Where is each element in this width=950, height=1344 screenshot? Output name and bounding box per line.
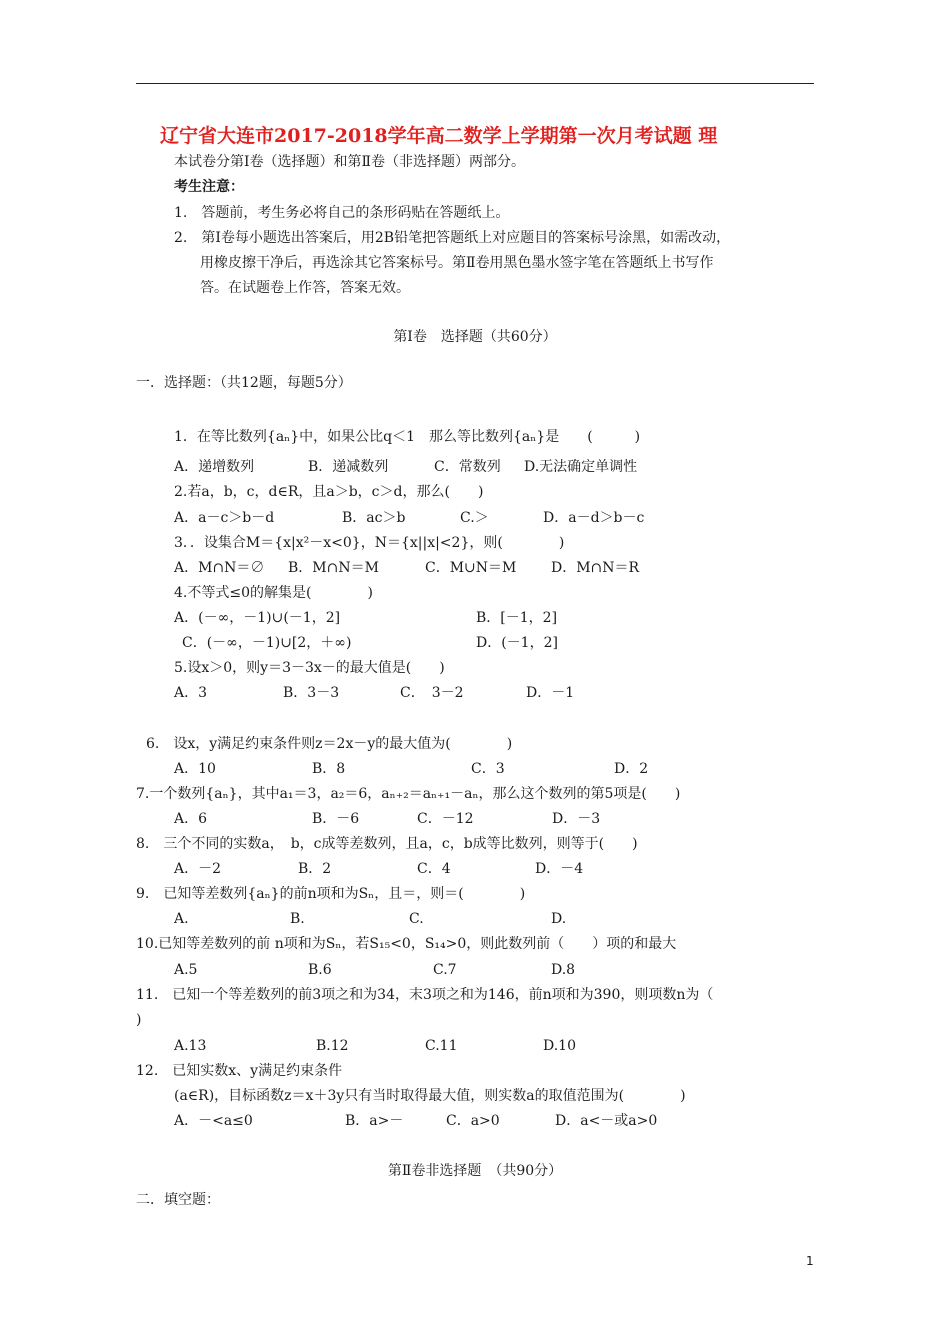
option-b: B．M∩N＝M: [288, 560, 379, 576]
page-title: 辽宁省大连市2017-2018学年高二数学上学期第一次月考试题 理: [160, 125, 718, 147]
option-b: B.12: [316, 1038, 349, 1054]
page-number: 1: [806, 1254, 814, 1268]
section1-heading: 一．选择题：（共12题，每题5分）: [136, 375, 352, 391]
question-stem: 12. 已知实数x、y满足约束条件: [136, 1063, 343, 1079]
option-b: B．3－3: [283, 685, 340, 701]
option-a: A．3: [174, 685, 208, 701]
option-a: A．10: [174, 761, 216, 777]
option-d: D．a－d＞b－c: [543, 510, 645, 526]
question-stem-cont: ): [136, 1012, 142, 1028]
option-d: D.无法确定单调性: [524, 459, 638, 475]
option-d: D．a<－或a>0: [555, 1113, 658, 1129]
option-a: A.: [174, 911, 189, 927]
option-b: B．递减数列: [308, 459, 389, 475]
option-a: A．6: [174, 811, 208, 827]
part2-title: 第Ⅱ卷非选择题 （共90分）: [387, 1163, 563, 1179]
option-c: C．－12: [417, 811, 474, 827]
option-a: A．M∩N＝∅: [174, 560, 265, 576]
section2-heading: 二．填空题：: [136, 1192, 220, 1208]
option-b: B．[－1，2]: [476, 610, 558, 626]
option-c: C.11: [425, 1038, 458, 1054]
option-b: B．8: [312, 761, 346, 777]
question-stem: 10.已知等差数列的前 n项和为Sₙ，若S₁₅<0，S₁₄>0，则此数列前（ ）项的和最大: [136, 936, 677, 952]
option-c: C．M∪N＝M: [425, 560, 517, 576]
option-d: D．M∩N＝R: [551, 560, 640, 576]
option-c: C.7: [433, 962, 457, 978]
option-c: C．常数列: [434, 459, 501, 475]
option-a: A．－2: [174, 861, 222, 877]
question-stem: 3．．设集合M＝{x|x²－x<0}，N＝{x||x|<2}，则( ): [174, 535, 565, 551]
question-stem: 4.不等式≤0的解集是( ): [174, 585, 373, 601]
header-rule: [136, 83, 814, 84]
option-b: B．a>－: [345, 1113, 404, 1129]
option-d: D．(－1，2]: [476, 635, 558, 651]
option-d: D．－1: [526, 685, 575, 701]
question-stem: 11. 已知一个等差数列的前3项之和为34，末3项之和为146，前n项和为390，则项数n为（: [136, 987, 714, 1003]
option-c: C．3: [471, 761, 505, 777]
option-c: C．(－∞，－1)∪[2，＋∞): [182, 635, 352, 651]
option-d: D.8: [551, 962, 576, 978]
option-c: C．4: [417, 861, 451, 877]
option-b: B.: [290, 911, 305, 927]
option-a: A.13: [174, 1038, 207, 1054]
option-c: C．a>0: [446, 1113, 500, 1129]
question-stem-cont: (a∈R)，目标函数z＝x＋3y只有当时取得最大值，则实数a的取值范围为( ): [174, 1088, 686, 1104]
option-d: D．－4: [535, 861, 584, 877]
option-b: B．ac＞b: [342, 510, 406, 526]
question-stem: 2.若a，b，c，d∈R，且a＞b，c＞d，那么( ): [174, 484, 484, 500]
question-stem: 1．在等比数列{aₙ}中，如果公比q＜1 那么等比数列{aₙ}是 ( ): [174, 429, 641, 445]
option-d: D.10: [543, 1038, 576, 1054]
part1-title: 第Ⅰ卷 选择题（共60分）: [393, 329, 557, 345]
notice-item-2-cont2: 答。在试题卷上作答，答案无效。: [200, 280, 410, 296]
option-a: A．a－c＞b－d: [174, 510, 275, 526]
option-d: D．－3: [552, 811, 601, 827]
option-c: C.＞: [460, 510, 489, 526]
option-b: B．－6: [312, 811, 360, 827]
option-c: C.: [409, 911, 424, 927]
option-b: B.6: [308, 962, 332, 978]
notice-item-1: 1. 答题前，考生务必将自己的条形码贴在答题纸上。: [174, 205, 510, 221]
intro-text: 本试卷分第Ⅰ卷（选择题）和第Ⅱ卷（非选择题）两部分。: [174, 154, 526, 170]
option-a: A．－<a≤0: [174, 1113, 253, 1129]
notice-item-2-cont: 用橡皮擦干净后，再选涂其它答案标号。第Ⅱ卷用黑色墨水签字笔在答题纸上书写作: [200, 255, 714, 271]
option-d: D.: [551, 911, 567, 927]
notice-heading: 考生注意：: [174, 179, 244, 195]
question-stem: 8. 三个不同的实数a， b，c成等差数列，且a，c，b成等比数列，则等于( ): [136, 836, 638, 852]
question-stem: 7.一个数列{aₙ}，其中a₁＝3，a₂＝6，aₙ₊₂＝aₙ₊₁－aₙ，那么这个数列的第5项是( ): [136, 786, 681, 802]
notice-item-2: 2. 第Ⅰ卷每小题选出答案后，用2B铅笔把答题纸上对应题目的答案标号涂黑，如需改动，: [174, 230, 731, 246]
option-a: A．(－∞，－1)∪(－1，2]: [174, 610, 341, 626]
option-c: C． 3－2: [400, 685, 464, 701]
option-a: A．递增数列: [174, 459, 255, 475]
option-b: B．2: [298, 861, 332, 877]
option-d: D．2: [614, 761, 649, 777]
option-a: A.5: [174, 962, 198, 978]
question-stem: 5.设x＞0，则y＝3－3x－的最大值是( ): [174, 660, 445, 676]
question-stem: 9. 已知等差数列{aₙ}的前n项和为Sₙ，且＝，则＝( ): [136, 886, 526, 902]
question-stem: 6. 设x，y满足约束条件则z＝2x－y的最大值为( ): [146, 736, 513, 752]
